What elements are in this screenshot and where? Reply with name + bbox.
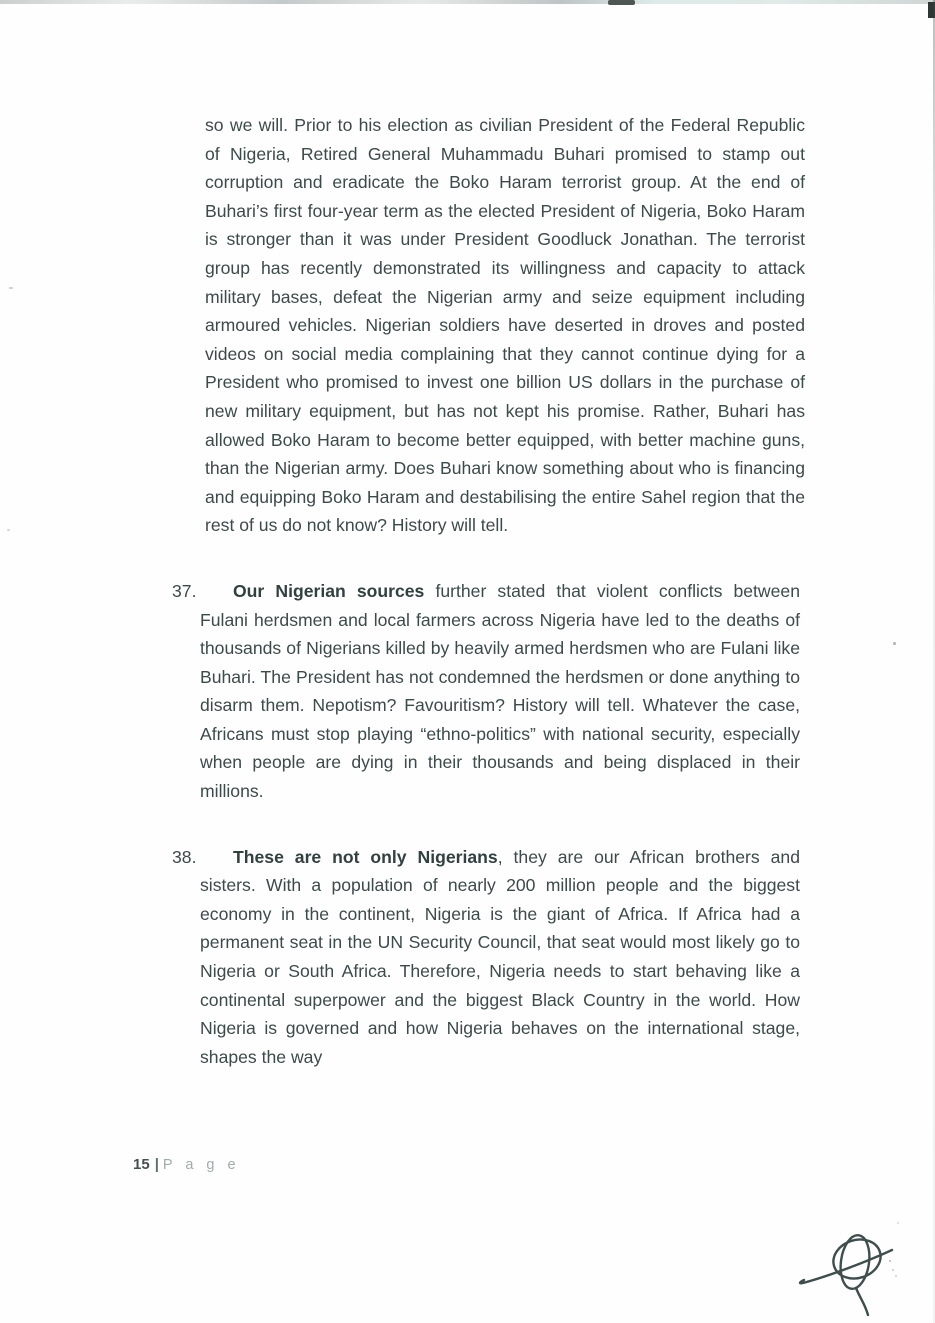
paragraph-body [200, 843, 800, 1072]
scan-speck [9, 287, 13, 289]
paragraph-number: 37. [172, 580, 197, 601]
paragraph-37 [172, 577, 800, 806]
paragraph-continuation [205, 111, 805, 540]
scan-speck [7, 529, 10, 531]
paragraph-text: further stated that violent conflicts between Fulani herdsmen and local farmers across Nigeria have led to the deaths of thousands of Nigerians killed by heavily armed herdsmen who are Fulani like Buhari. The President has not condemned the herdsmen or done anything to disarm them. Nepotism? Favouritism? History will tell. Whatever the case, Africans must stop playing “ethno-politics” with national security, especially when people are dying in their thousands and being displaced in their millions. [200, 580, 800, 802]
paragraph-lead-bold: These are not only Nigerians [233, 846, 498, 867]
paragraph-number: 38. [172, 846, 197, 867]
scan-artifact-top-dash [608, 0, 635, 5]
footer-separator: | [154, 1156, 159, 1173]
page-number: 15 [133, 1156, 150, 1173]
signature-scribble-icon [780, 1198, 935, 1323]
page-footer [133, 1156, 240, 1173]
paragraph-text: , they are our African brothers and sisters. With a population of nearly 200 million people and the biggest economy in the continent, Nigeria is the giant of Africa. If Africa had a permanent seat in the UN Security Council, that seat would most likely go to Nigeria or South Africa. Therefore, Nigeria needs to start behaving like a continental superpower and the biggest Black Country in the world. How Nigeria is governed and how Nigeria behaves on the international stage, shapes the way [200, 846, 800, 1067]
paragraph-body [200, 577, 800, 806]
paragraph-lead-bold: Our Nigerian sources [233, 580, 425, 601]
scan-speck [893, 642, 896, 645]
page-content [172, 111, 805, 1108]
paragraph-text: so we will. Prior to his election as civilian President of the Federal Republic of Nigeria, Retired General Muhammadu Buhari promised to stamp out corruption and eradicate the Boko Haram terrorist group. At the end of Buhari’s first four-year term as the elected President of Nigeria, Boko Haram is stronger than it was under President Goodluck Jonathan. The terrorist group has recently demonstrated its willingness and capacity to attack military bases, defeat the Nigerian army and seize equipment including armoured vehicles. Nigerian soldiers have deserted in droves and posted videos on social media complaining that they cannot continue dying for a President who promised to invest one billion US dollars in the purchase of new military equipment, but has not kept his promise. Rather, Buhari has allowed Boko Haram to become better equipped, with better machine guns, than the Nigerian army. Does Buhari know something about who is financing and equipping Boko Haram and destabilising the entire Sahel region that the rest of us do not know? History will tell. [205, 115, 805, 536]
scan-artifact-top-line [0, 0, 935, 4]
paragraph-38 [172, 843, 800, 1072]
footer-label: P a g e [162, 1157, 241, 1173]
